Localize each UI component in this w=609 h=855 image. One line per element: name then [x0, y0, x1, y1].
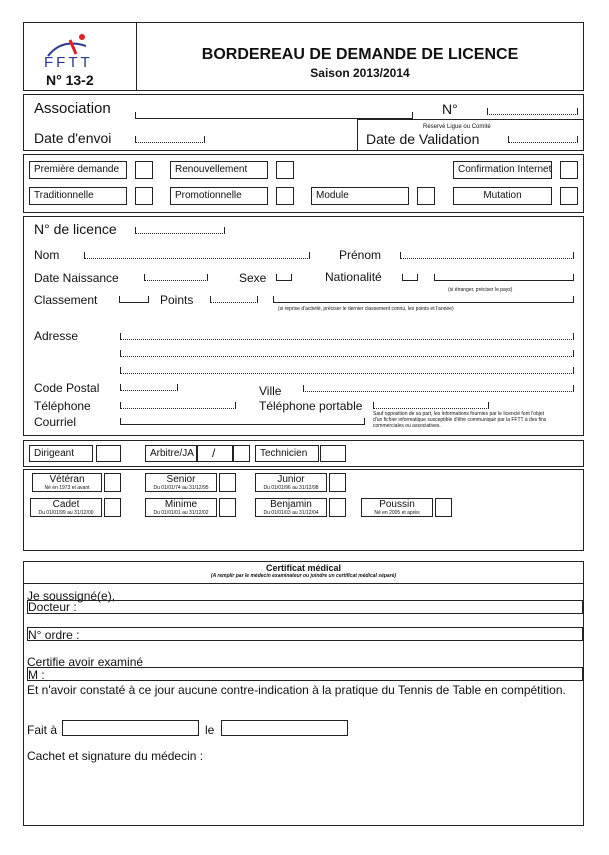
- m-label: M :: [28, 668, 45, 682]
- arbitre-slash: /: [212, 446, 216, 460]
- category-junior: [255, 473, 327, 492]
- category-name: Vétéran: [49, 474, 85, 485]
- category-name: Benjamin: [270, 499, 312, 510]
- nationalite-label: Nationalité: [325, 270, 382, 284]
- category-benjamin: [255, 498, 327, 517]
- category-name: Junior: [277, 474, 305, 485]
- courriel-field[interactable]: [120, 418, 365, 425]
- date-validation-field[interactable]: [508, 136, 578, 143]
- certifie-label: Certifie avoir examiné: [27, 655, 144, 669]
- date-naissance-label: Date Naissance: [34, 271, 119, 285]
- category-dates: Né en 1973 et avant: [44, 485, 90, 491]
- points-field[interactable]: [210, 296, 258, 303]
- etranger-note: (si étranger, préciser le pays): [448, 287, 513, 293]
- adresse-line-2[interactable]: [120, 350, 574, 357]
- points-label: Points: [160, 293, 194, 307]
- telephone-label: Téléphone: [34, 399, 91, 413]
- technicien-checkbox[interactable]: [320, 445, 346, 462]
- category-dates: Du 01/01/96 au 31/12/98: [263, 485, 319, 491]
- logo-text: FFTT: [44, 54, 93, 71]
- form-number: N° 13-2: [46, 72, 94, 88]
- arbitre-checkbox-2[interactable]: [233, 445, 250, 462]
- category-dates: Du 01/01/99 au 31/12/00: [38, 510, 94, 516]
- category-poussin-checkbox[interactable]: [435, 498, 452, 517]
- sexe-label: Sexe: [239, 271, 267, 285]
- confirmation-checkbox[interactable]: [560, 161, 578, 179]
- licence-field[interactable]: [135, 227, 225, 234]
- category-minime-checkbox[interactable]: [219, 498, 236, 517]
- classement-label: Classement: [34, 293, 98, 307]
- category-veteran-checkbox[interactable]: [104, 473, 121, 492]
- adresse-label: Adresse: [34, 329, 79, 343]
- category-senior-checkbox[interactable]: [219, 473, 236, 492]
- season: Saison 2013/2014: [310, 66, 410, 80]
- category-dates: Né en 2005 et après: [374, 510, 420, 516]
- code-postal-label: Code Postal: [34, 381, 100, 395]
- association-label: Association: [34, 100, 111, 117]
- category-dates: Du 01/01/03 au 31/12/04: [263, 510, 319, 516]
- category-veteran: [32, 473, 102, 492]
- category-cadet: [30, 498, 102, 517]
- traditionnelle-checkbox[interactable]: [135, 187, 153, 205]
- telephone-field[interactable]: [120, 402, 236, 409]
- certificate-subtitle: (A remplir par le médecin examinateur ou joindre un certificat médical séparé): [210, 573, 397, 579]
- prenom-label: Prénom: [339, 248, 382, 262]
- confirmation-box: Confirmation Internet: [453, 161, 552, 179]
- courriel-label: Courriel: [34, 415, 77, 429]
- date-envoi-field[interactable]: [135, 136, 205, 143]
- ville-field[interactable]: [303, 385, 574, 392]
- premiere-demande-box: Première demande: [29, 161, 127, 179]
- mutation-checkbox[interactable]: [560, 187, 578, 205]
- renouvellement-box: Renouvellement: [170, 161, 268, 179]
- opposition-note: Sauf opposition de sa part, les informations fournies par le licencié font l'objet d'un fichier informatique susceptible d'être communiqué par la FFTT à des fins commerciales ou associatives.: [373, 411, 547, 429]
- renouvellement-checkbox[interactable]: [276, 161, 294, 179]
- ordre-label: N° ordre :: [28, 628, 80, 642]
- fait-a-label: Fait à: [27, 723, 58, 737]
- category-poussin: [361, 498, 433, 517]
- classement-field[interactable]: [119, 296, 149, 303]
- dirigeant-checkbox[interactable]: [96, 445, 121, 462]
- number-label: N°: [442, 101, 458, 117]
- reprise-note: (si reprise d'activité, préciser le dernier classement connu, les points et l'année): [278, 306, 454, 312]
- date-envoi-label: Date d'envoi: [34, 130, 112, 146]
- date-naissance-field[interactable]: [144, 274, 208, 281]
- arbitre-box: Arbitre/JA: [145, 445, 197, 462]
- nom-label: Nom: [34, 248, 60, 262]
- reserve-label: Réservé Ligue ou Comité: [423, 124, 491, 130]
- category-senior: [145, 473, 217, 492]
- telephone-portable-label: Téléphone portable: [259, 399, 363, 413]
- constat-text: Et n'avoir constaté à ce jour aucune contre-indication à la pratique du Tennis de Table en compétition.: [27, 683, 566, 697]
- certificate-header-divider: [23, 583, 584, 584]
- page-title: BORDEREAU DE DEMANDE DE LICENCE: [201, 46, 519, 63]
- category-dates: Du 01/01/74 au 31/12/95: [153, 485, 209, 491]
- promotionnelle-checkbox[interactable]: [276, 187, 294, 205]
- soussigne-label: Je soussigné(e),: [27, 589, 116, 603]
- number-field[interactable]: [487, 108, 578, 115]
- ville-label: Ville: [259, 384, 282, 398]
- docteur-field[interactable]: [27, 600, 583, 614]
- promotionnelle-box: Promotionnelle: [170, 187, 268, 205]
- m-field[interactable]: [27, 667, 583, 681]
- nationalite-pays-field[interactable]: [434, 274, 574, 281]
- category-minime: [145, 498, 217, 517]
- fait-a-field[interactable]: [62, 720, 199, 736]
- technicien-box: Technicien: [255, 445, 319, 462]
- category-cadet-checkbox[interactable]: [104, 498, 121, 517]
- cachet-label: Cachet et signature du médecin :: [27, 749, 204, 763]
- adresse-line-3[interactable]: [120, 367, 574, 374]
- certificate-title: Certificat médical: [265, 563, 342, 573]
- category-name: Senior: [166, 474, 196, 485]
- category-name: Cadet: [52, 499, 80, 510]
- nationalite-code-field[interactable]: [402, 274, 418, 281]
- prenom-field[interactable]: [400, 252, 574, 259]
- dirigeant-box: Dirigeant: [29, 445, 93, 462]
- nom-field[interactable]: [84, 252, 310, 259]
- category-name: Minime: [164, 499, 198, 510]
- date-validation-label: Date de Validation: [366, 131, 480, 147]
- code-postal-field[interactable]: [120, 384, 178, 391]
- licence-label: N° de licence: [34, 221, 117, 237]
- reprise-field[interactable]: [273, 296, 574, 303]
- category-benjamin-checkbox[interactable]: [329, 498, 346, 517]
- ordre-field[interactable]: [27, 627, 583, 641]
- premiere-demande-checkbox[interactable]: [135, 161, 153, 179]
- module-box: Module: [311, 187, 409, 205]
- category-dates: Du 01/01/01 au 31/12/02: [153, 510, 209, 516]
- category-name: Poussin: [379, 499, 415, 510]
- module-checkbox[interactable]: [417, 187, 435, 205]
- mutation-box: Mutation: [453, 187, 552, 205]
- association-field[interactable]: [135, 112, 413, 119]
- le-label: le: [205, 723, 215, 737]
- telephone-portable-field[interactable]: [373, 402, 489, 409]
- adresse-line-1[interactable]: [120, 333, 574, 340]
- sexe-field[interactable]: [276, 274, 292, 281]
- category-junior-checkbox[interactable]: [329, 473, 346, 492]
- docteur-label: Docteur :: [28, 600, 77, 614]
- traditionnelle-box: Traditionnelle: [29, 187, 127, 205]
- date-field[interactable]: [221, 720, 348, 736]
